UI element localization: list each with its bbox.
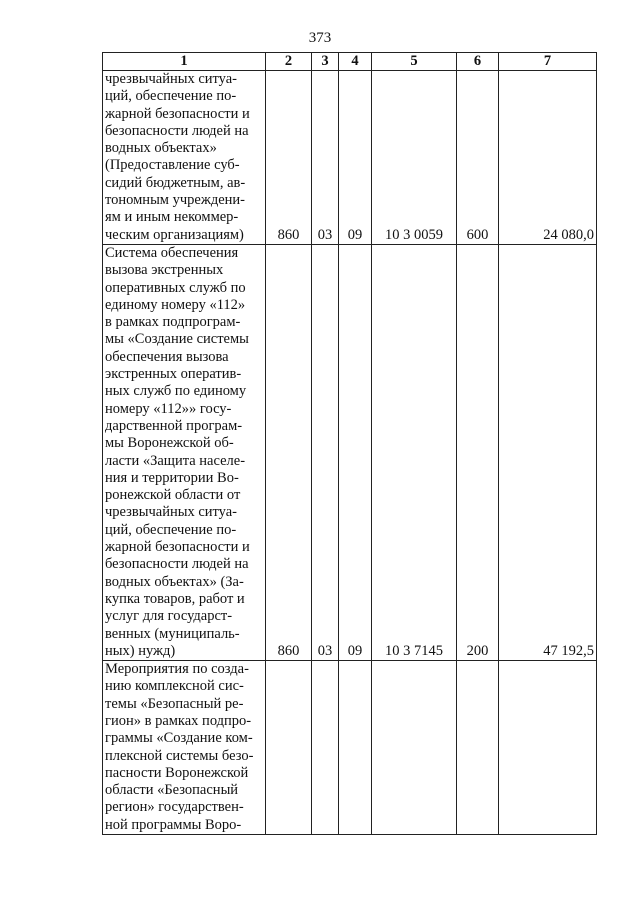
description-line: дарственной програм- (105, 417, 243, 434)
description-line: единому номеру «112» (105, 296, 246, 313)
header-col-1: 1 (103, 53, 266, 71)
table-row (103, 244, 597, 660)
cell-ministry-code: 860 (266, 244, 312, 660)
cell-expense-type: 600 (457, 71, 499, 245)
description-line: ций, обеспечение по- (105, 521, 237, 538)
description-line: ций, обеспечение по- (105, 88, 237, 105)
description-line: (Предоставление суб- (105, 157, 240, 174)
description-line: мы Воронежской об- (105, 435, 234, 452)
description-line: граммы «Создание ком- (105, 730, 253, 747)
description-line: ных) нужд) (105, 642, 176, 659)
description-line: сидий бюджетным, ав- (105, 174, 246, 191)
description-line: венных (муниципаль- (105, 625, 240, 642)
description-line: купка товаров, работ и (105, 590, 245, 607)
cell-subsection: 09 (339, 71, 372, 245)
table-header-row (103, 53, 597, 71)
cell-target-article (372, 661, 457, 835)
header-col-4: 4 (339, 53, 372, 71)
description-line: номеру «112»» госу- (105, 400, 232, 417)
description-line: гион» в рамках подпро- (105, 712, 252, 729)
description-line: плексной системы безо- (105, 747, 254, 764)
cell-section: 03 (312, 244, 339, 660)
cell-section (312, 661, 339, 835)
description-line: ческим организациям) (105, 226, 244, 243)
description-line: оперативных служб по (105, 279, 246, 296)
cell-ministry-code: 860 (266, 71, 312, 245)
table-row (103, 71, 597, 245)
description-line: ласти «Защита населе- (105, 452, 246, 469)
header-col-5: 5 (372, 53, 457, 71)
description-line: Система обеспечения (105, 244, 239, 261)
header-col-3: 3 (312, 53, 339, 71)
row-description (103, 244, 266, 660)
cell-section: 03 (312, 71, 339, 245)
budget-table (102, 52, 597, 835)
cell-amount (499, 661, 597, 835)
cell-ministry-code (266, 661, 312, 835)
description-line: области «Безопасный (105, 782, 239, 799)
description-line: безопасности людей на (105, 556, 249, 573)
description-line: ронежской области от (105, 487, 241, 504)
description-line: чрезвычайных ситуа- (105, 71, 238, 87)
description-line: пасности Воронежской (105, 764, 249, 781)
description-line: водных объектах» (За- (105, 573, 244, 590)
description-line: обеспечения вызова (105, 348, 229, 365)
description-line: регион» государствен- (105, 799, 244, 816)
description-line: темы «Безопасный ре- (105, 695, 244, 712)
description-line: водных объектах» (105, 140, 217, 157)
description-line: ния и территории Во- (105, 469, 239, 486)
cell-subsection: 09 (339, 244, 372, 660)
description-line: экстренных оператив- (105, 366, 242, 383)
description-line: нию комплексной сис- (105, 678, 244, 695)
row-description (103, 661, 266, 835)
cell-target-article: 10 3 7145 (372, 244, 457, 660)
description-line: ных служб по единому (105, 383, 247, 400)
description-line: вызова экстренных (105, 262, 224, 279)
header-col-6: 6 (457, 53, 499, 71)
description-line: ям и иным некоммер- (105, 209, 239, 226)
cell-expense-type: 200 (457, 244, 499, 660)
description-line: чрезвычайных ситуа- (105, 504, 238, 521)
description-line: тономным учреждени- (105, 192, 246, 209)
description-line: безопасности людей на (105, 122, 249, 139)
cell-amount: 24 080,0 (499, 71, 597, 245)
row-description (103, 71, 266, 245)
page-number: 373 (308, 30, 332, 46)
description-line: в рамках подпрограм- (105, 314, 241, 331)
description-line: услуг для государст- (105, 608, 233, 625)
header-col-7: 7 (499, 53, 597, 71)
header-col-2: 2 (266, 53, 312, 71)
cell-target-article: 10 3 0059 (372, 71, 457, 245)
description-line: жарной безопасности и (105, 539, 250, 556)
description-line: ной программы Воро- (105, 816, 242, 833)
cell-amount: 47 192,5 (499, 244, 597, 660)
cell-subsection (339, 661, 372, 835)
description-line: мы «Создание системы (105, 331, 249, 348)
description-line: Мероприятия по созда- (105, 661, 249, 678)
description-line: жарной безопасности и (105, 105, 250, 122)
table-row (103, 661, 597, 835)
cell-expense-type (457, 661, 499, 835)
